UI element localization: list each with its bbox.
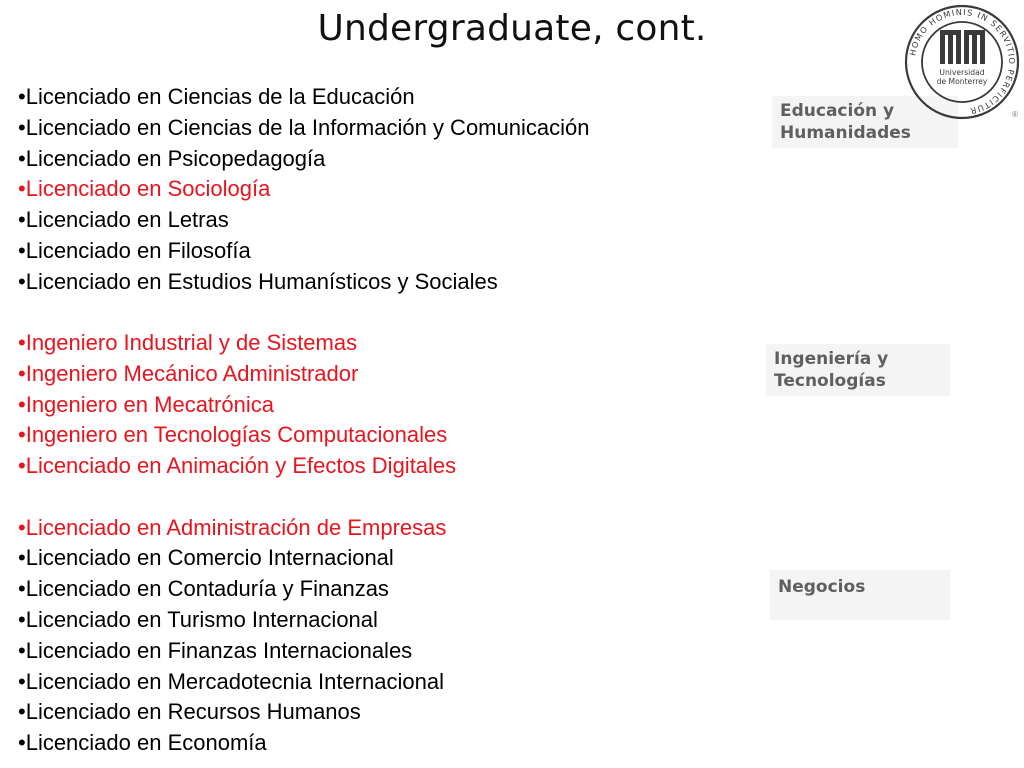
program-item: •Licenciado en Comercio Internacional [18,545,394,571]
program-item: •Licenciado en Psicopedagogía [18,145,326,171]
seal-name-line-2: de Monterrey [936,77,988,86]
division-label-line: Tecnologías [774,371,886,391]
program-item: •Licenciado en Finanzas Internacionales [18,637,413,663]
division-label-line: Negocios [778,577,866,597]
program-item: •Licenciado en Turismo Internacional [18,606,378,632]
program-item: •Licenciado en Sociología [18,176,271,202]
program-item: •Licenciado en Filosofía [18,237,251,263]
engineering-programs-group [18,328,589,482]
program-item: •Licenciado en Ciencias de la Educación [18,84,415,109]
seal-name-line-1: Universidad [939,68,985,77]
education-programs-group [18,82,589,298]
program-item: •Licenciado en Contaduría y Finanzas [18,576,389,602]
program-item: •Licenciado en Ciencias de la Información y Comunicación [18,114,590,140]
program-item: •Licenciado en Animación y Efectos Digitales [18,453,457,479]
program-item: •Ingeniero Mecánico Administrador [18,360,359,386]
program-item: •Licenciado en Letras [18,207,229,233]
division-label-line: Ingeniería y [774,349,889,369]
program-item: •Licenciado en Estudios Humanísticos y Sociales [18,268,498,294]
division-label-business [770,570,950,620]
program-list [18,82,589,759]
program-item: •Licenciado en Administración de Empresas [18,514,447,540]
division-label-engineering [766,344,950,396]
university-seal-icon [904,4,1020,120]
program-item: •Licenciado en Mercadotecnia Internacional [18,668,444,694]
program-item: •Licenciado en Recursos Humanos [18,699,361,725]
program-item: •Licenciado en Economía [18,730,267,756]
division-label-line: Educación y [780,101,895,121]
program-item: •Ingeniero Industrial y de Sistemas [18,330,358,356]
business-programs-group [18,513,589,759]
registered-mark: ® [1012,110,1018,119]
slide-title: Undergraduate, cont. [317,8,707,49]
program-item: •Ingeniero en Tecnologías Computacionales [18,422,448,448]
program-item: •Ingeniero en Mecatrónica [18,391,274,417]
division-label-line: Humanidades [780,123,911,143]
svg-text:HOMO HOMINIS IN SERVITIO PERFI [907,7,1017,117]
seal-motto: HOMO HOMINIS IN SERVITIO PERFICITUR [907,6,1018,117]
